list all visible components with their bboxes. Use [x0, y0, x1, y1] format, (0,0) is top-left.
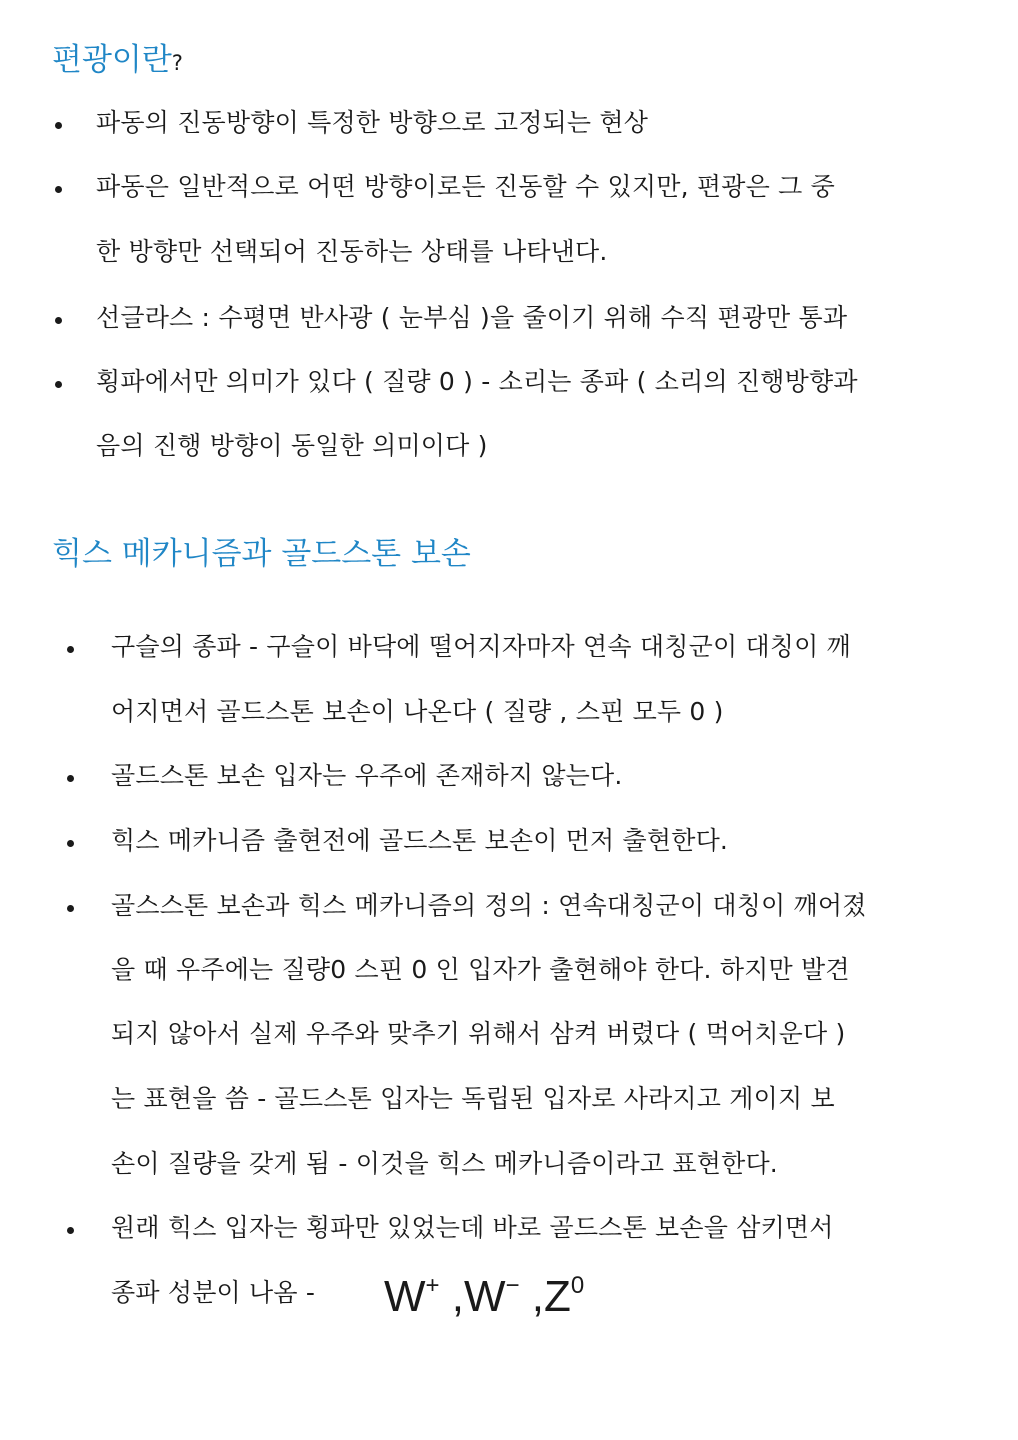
- bullet-icon: [55, 186, 62, 193]
- section-title-polarization: [52, 34, 183, 79]
- bullet-text-line: 종파 성분이 나옴 -: [111, 1278, 316, 1307]
- bullet-text-line: 파동은 일반적으로 어떤 방향이로든 진동할 수 있지만, 편광은 그 중: [96, 172, 835, 201]
- bullet-text-line: 되지 않아서 실제 우주와 맞추기 위해서 삼켜 버렸다 ( 먹어치운다 ): [111, 1019, 846, 1048]
- bullet-text-line: 는 표현을 씀 - 골드스톤 입자는 독립된 입자로 사라지고 게이지 보: [111, 1084, 835, 1113]
- bullet-text-line: 선글라스 : 수평면 반사광 ( 눈부심 )을 줄이기 위해 수직 편광만 통과: [96, 303, 848, 332]
- bullet-text-line: 손이 질량을 갖게 됨 - 이것을 힉스 메카니즘이라고 표현한다.: [111, 1149, 778, 1178]
- gauge-boson-formula: [384, 1261, 584, 1322]
- bullet-icon: [67, 840, 74, 847]
- bullet-text-line: 을 때 우주에는 질량0 스핀 0 인 입자가 출현해야 한다. 하지만 발견: [111, 955, 850, 984]
- bullet-text-line: 골드스톤 보손 입자는 우주에 존재하지 않는다.: [111, 761, 623, 790]
- separator: ,: [439, 1272, 464, 1321]
- z-sup: 0: [570, 1272, 585, 1299]
- separator: ,: [519, 1272, 544, 1321]
- bullet-text-line: 횡파에서만 의미가 있다 ( 질량 0 ) - 소리는 종파 ( 소리의 진행방향과: [96, 367, 858, 396]
- bullet-icon: [67, 775, 74, 782]
- w-plus-base: W: [384, 1272, 426, 1321]
- section-title-higgs-mechanism: 힉스 메카니즘과 골드스톤 보손: [52, 536, 471, 572]
- bullet-icon: [67, 1227, 74, 1234]
- bullet-icon: [55, 381, 62, 388]
- bullet-icon: [67, 905, 74, 912]
- bullet-text-line: 한 방향만 선택되어 진동하는 상태를 나타낸다.: [96, 237, 608, 266]
- w-plus-sup: +: [425, 1272, 440, 1299]
- bullet-icon: [55, 317, 62, 324]
- section-title-text: 편광이란: [52, 42, 172, 78]
- bullet-text-line: 원래 힉스 입자는 횡파만 있었는데 바로 골드스톤 보손을 삼키면서: [111, 1213, 834, 1242]
- w-minus-sup: −: [505, 1272, 520, 1299]
- z-base: Z: [544, 1272, 571, 1321]
- question-mark: ?: [171, 51, 183, 75]
- bullet-text-line: 구슬의 종파 - 구슬이 바닥에 떨어지자마자 연속 대칭군이 대칭이 깨: [111, 632, 851, 661]
- bullet-text-line: 어지면서 골드스톤 보손이 나온다 ( 질량 , 스핀 모두 0 ): [111, 697, 724, 726]
- bullet-text-line: 힉스 메카니즘 출현전에 골드스톤 보손이 먼저 출현한다.: [111, 826, 729, 855]
- bullet-text-line: 파동의 진동방향이 특정한 방향으로 고정되는 현상: [96, 108, 649, 137]
- w-minus-base: W: [464, 1272, 506, 1321]
- bullet-icon: [55, 122, 62, 129]
- bullet-text-line: 골스스톤 보손과 힉스 메카니즘의 정의 : 연속대칭군이 대칭이 깨어졌: [111, 891, 867, 920]
- bullet-icon: [67, 646, 74, 653]
- bullet-text-line: 음의 진행 방향이 동일한 의미이다 ): [96, 431, 488, 460]
